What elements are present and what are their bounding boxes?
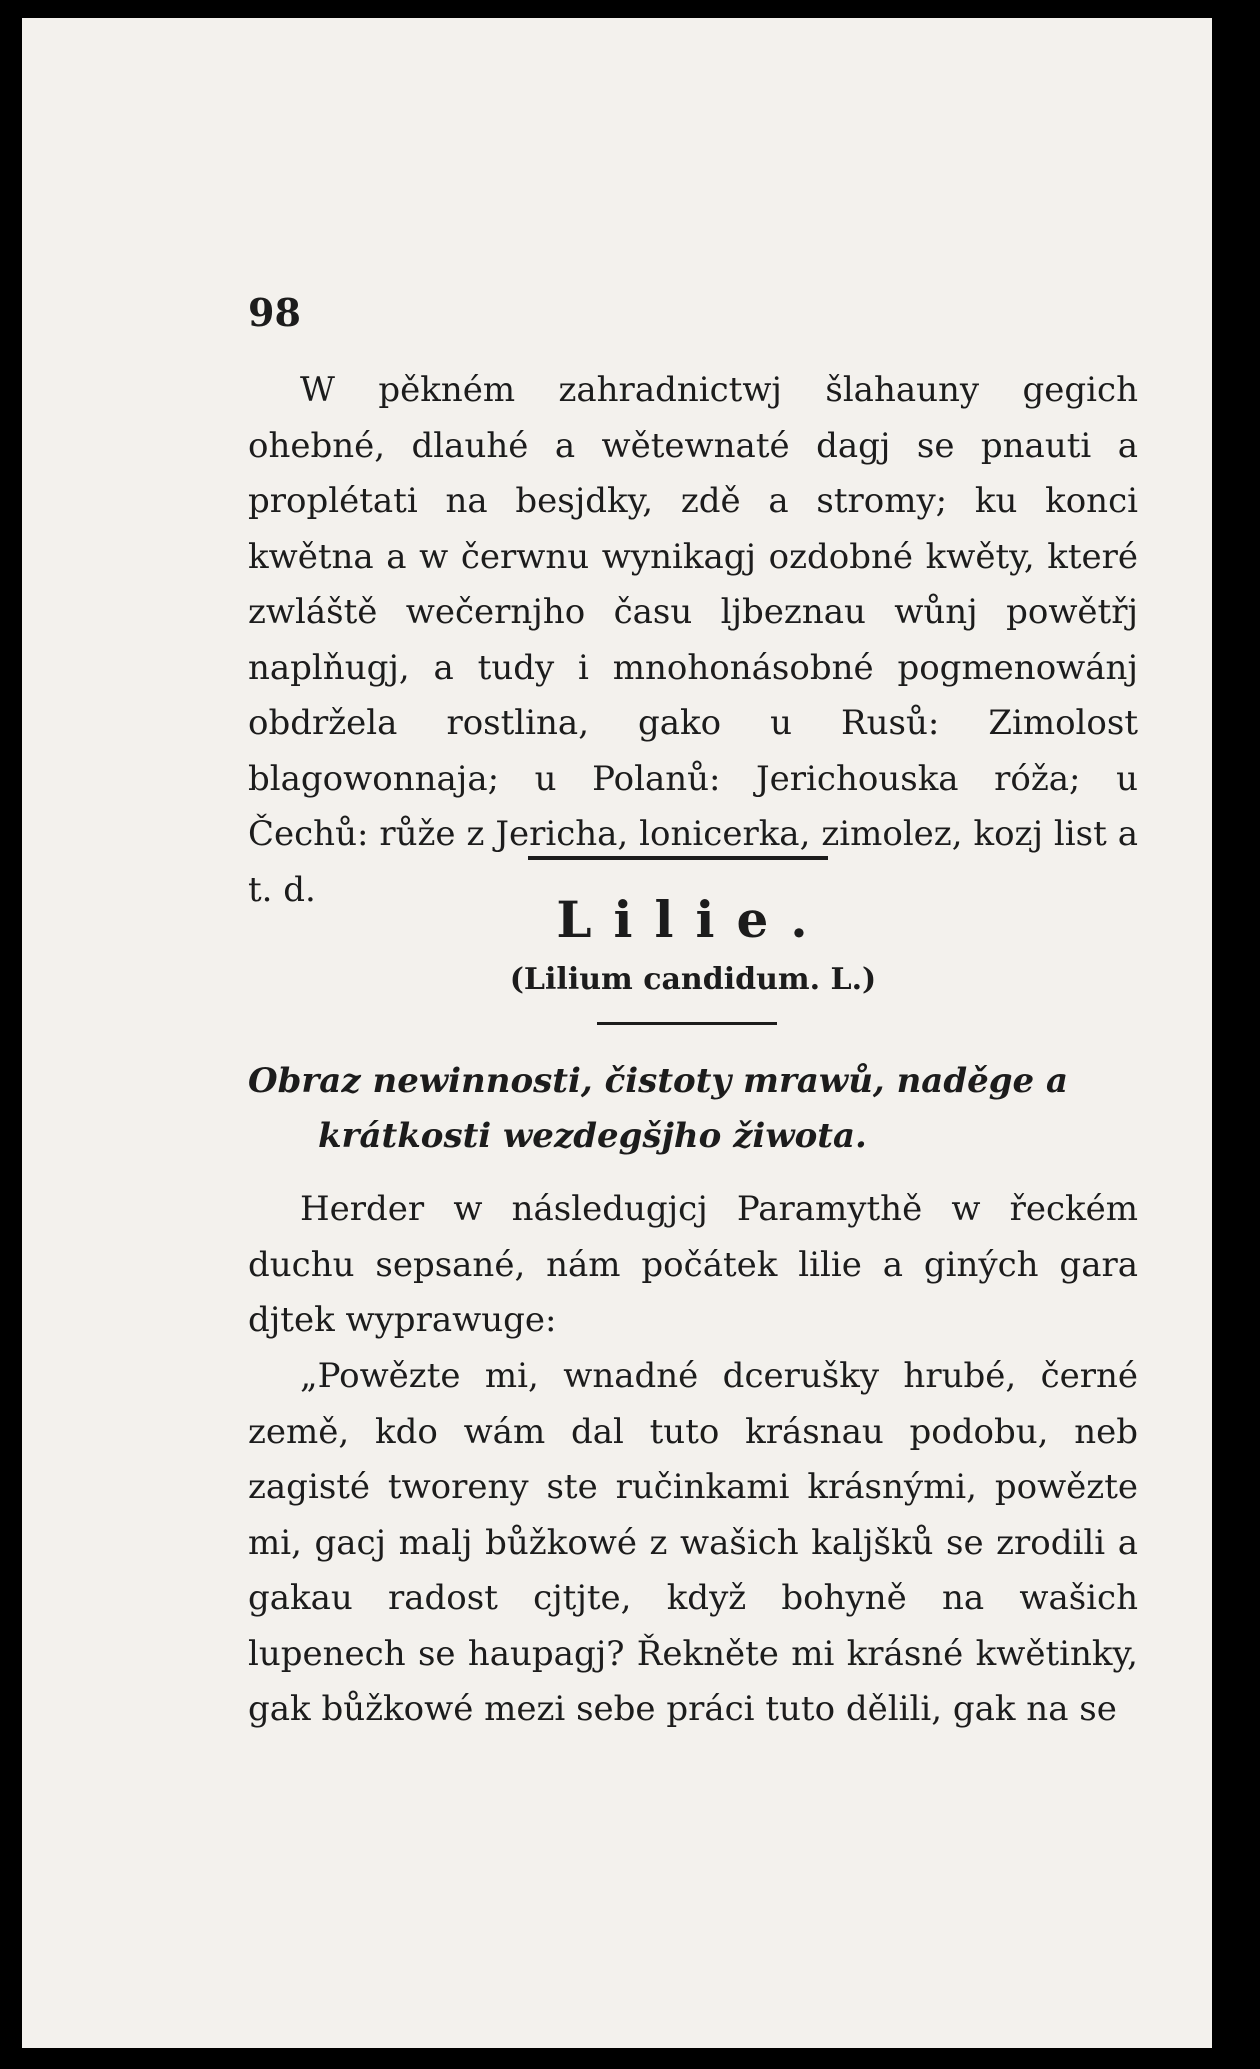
book-page: [22, 18, 1212, 2048]
paragraph-text: W pěkném zahradnictwj šlahauny gegich ohebné, dlauhé a wětewnaté dagj se pnauti a proplétati na besjdky, zdě a stromy; ku konci kwětna a w čerwnu wynikagj ozdobné kwěty, které zwláště wečernjho času ljbeznau wůnj powětřj naplňugj, a tudy i mnohonásobné pogmenowánj obdržela rostlina, gako u Rusů: Zimolost blagowonnaja; u Polanů: Jerichouska róža; u Čechů: růže z Jericha, lonicerka, zimolez, kozj list a t. d.: [248, 370, 1138, 910]
latin-name: (Lilium candidum. L.): [509, 962, 877, 997]
paragraph-herder: [248, 1182, 1138, 1349]
paragraph-text: „Powězte mi, wnadné dcerušky hrubé, černé země, kdo wám dal tuto krásnau podobu, neb zagisté tworeny ste ručinkami krásnými, powězte mi, gacj malj bůžkowé z wašich kaljšků se zrodili a gakau radost cjtjte, když bohyně na wašich lupenech se haupagj? Řekněte mi krásné kwětinky, gak bůžkowé mezi sebe práci tuto dělili, gak na se: [248, 1356, 1138, 1729]
section-divider-top: [528, 856, 828, 860]
section-subtitle: Obraz newinnosti, čistoty mrawů, naděge a krátkosti wezdegšjho žiwota.: [248, 1061, 1069, 1156]
paragraph-honeysuckle: [248, 363, 1138, 918]
section-divider-bottom: [597, 1022, 777, 1025]
paragraph-text: Herder w následugjcj Paramythě w řeckém duchu sepsané, nám počátek lilie a giných gara djtek wyprawuge:: [248, 1189, 1138, 1340]
paragraph-quote: [248, 1349, 1138, 1738]
page-number: 98: [248, 290, 301, 335]
section-title: Lilie.: [556, 890, 830, 949]
